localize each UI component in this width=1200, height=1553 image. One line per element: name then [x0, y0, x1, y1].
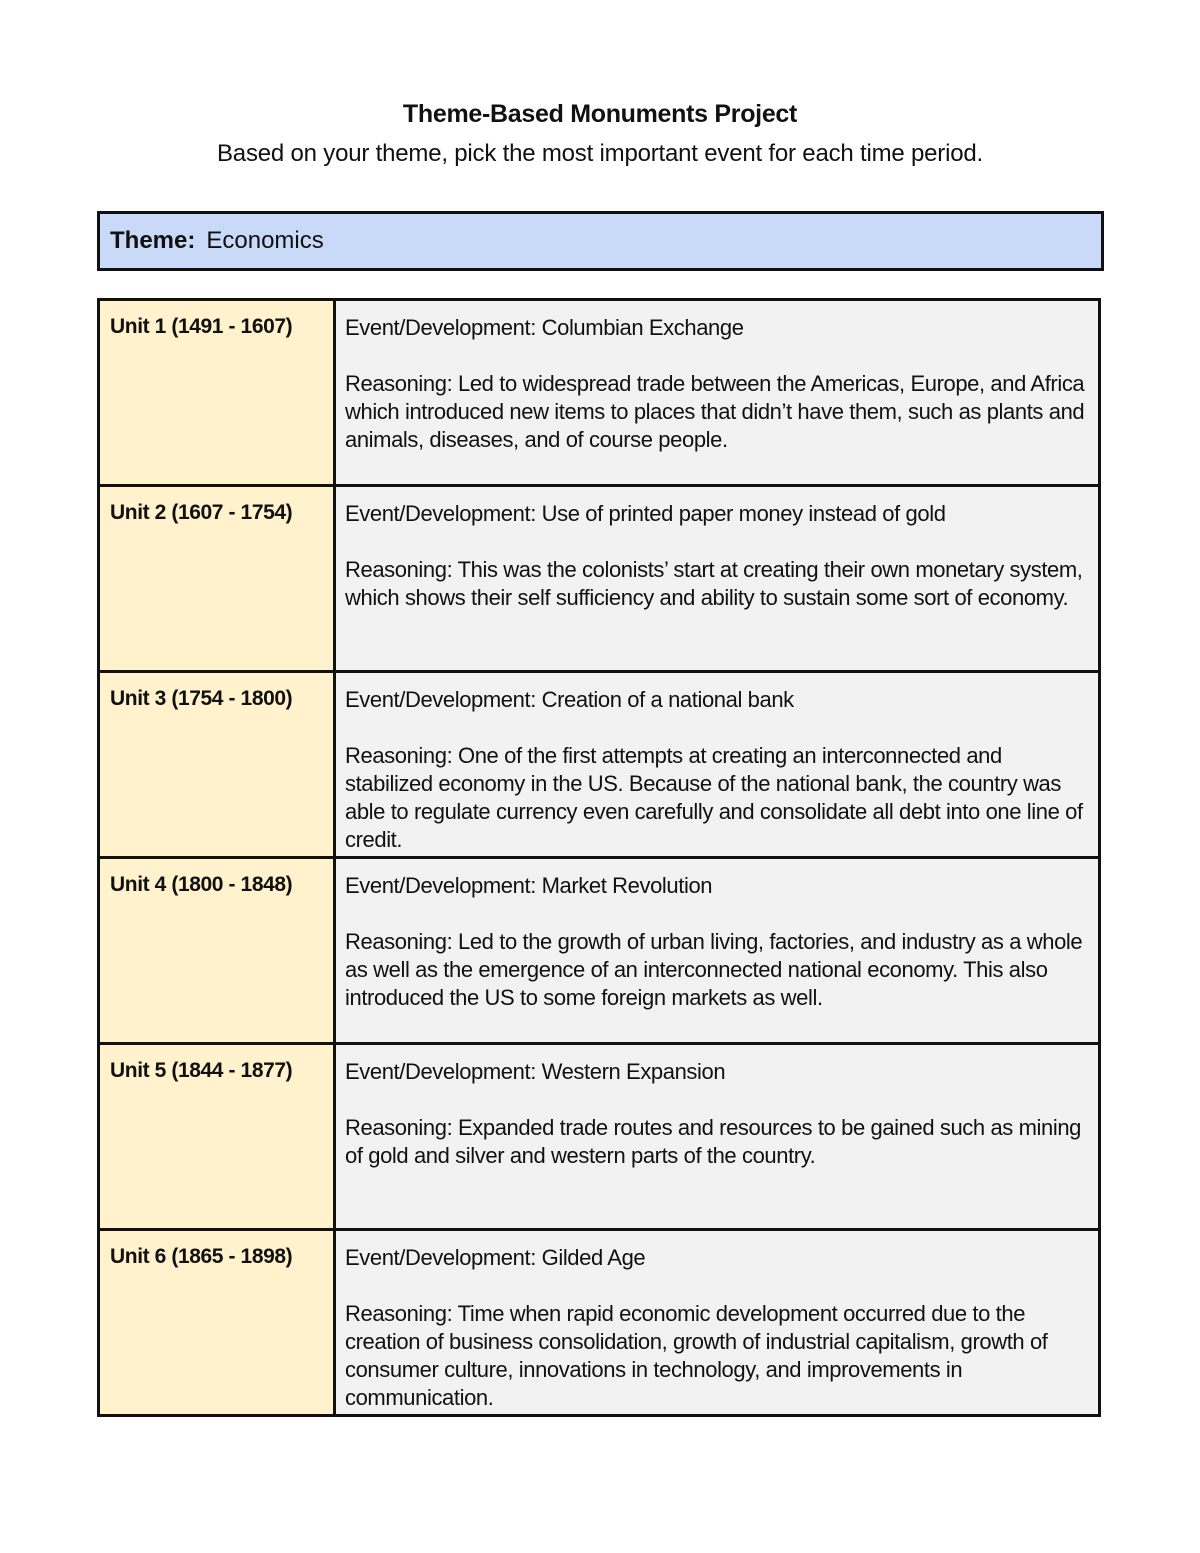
event-reasoning: Reasoning: This was the colonists’ start at creating their own monetary system, which shows their self sufficiency and ability to sustain some sort of economy.	[345, 557, 1083, 610]
event-cell	[335, 300, 1100, 486]
table-row	[99, 300, 1100, 486]
theme-box	[97, 211, 1104, 271]
table-row	[99, 672, 1100, 858]
event-cell	[335, 1044, 1100, 1230]
page-subtitle: Based on your theme, pick the most important event for each time period.	[217, 140, 983, 167]
event-development: Event/Development: Gilded Age	[345, 1245, 646, 1270]
unit-period-cell: Unit 2 (1607 - 1754)	[99, 486, 335, 672]
event-reasoning: Reasoning: One of the first attempts at creating an interconnected and stabilized economy in the US. Because of the national bank, the country was able to regulate currency even carefully and consolidate all debt into one line of credit.	[345, 743, 1083, 852]
event-cell	[335, 858, 1100, 1044]
event-cell	[335, 1230, 1100, 1416]
theme-value: Economics	[206, 227, 324, 254]
event-development: Event/Development: Western Expansion	[345, 1059, 726, 1084]
event-reasoning: Reasoning: Time when rapid economic development occurred due to the creation of business consolidation, growth of industrial capitalism, growth of consumer culture, innovations in technology, and improvements in communication.	[345, 1301, 1048, 1410]
table-row	[99, 486, 1100, 672]
unit-period-cell: Unit 5 (1844 - 1877)	[99, 1044, 335, 1230]
event-development: Event/Development: Creation of a national bank	[345, 687, 794, 712]
event-development: Event/Development: Columbian Exchange	[345, 315, 744, 340]
table-row	[99, 1230, 1100, 1416]
unit-period-cell: Unit 6 (1865 - 1898)	[99, 1230, 335, 1416]
table-row	[99, 1044, 1100, 1230]
theme-label: Theme:	[110, 227, 196, 254]
event-reasoning: Reasoning: Expanded trade routes and resources to be gained such as mining of gold and silver and western parts of the country.	[345, 1115, 1082, 1168]
units-table	[97, 298, 1101, 1417]
event-reasoning: Reasoning: Led to widespread trade between the Americas, Europe, and Africa which introduced new items to places that didn’t have them, such as plants and animals, diseases, and of course people.	[345, 371, 1085, 452]
unit-period-cell: Unit 3 (1754 - 1800)	[99, 672, 335, 858]
unit-period-cell: Unit 4 (1800 - 1848)	[99, 858, 335, 1044]
page-title: Theme-Based Monuments Project	[402, 100, 798, 128]
event-cell	[335, 672, 1100, 858]
unit-period-cell: Unit 1 (1491 - 1607)	[99, 300, 335, 486]
event-reasoning: Reasoning: Led to the growth of urban living, factories, and industry as a whole as well as the emergence of an interconnected national economy. This also introduced the US to some foreign markets as well.	[345, 929, 1083, 1010]
event-cell	[335, 486, 1100, 672]
event-development: Event/Development: Use of printed paper money instead of gold	[345, 501, 946, 526]
table-row	[99, 858, 1100, 1044]
event-development: Event/Development: Market Revolution	[345, 873, 713, 898]
